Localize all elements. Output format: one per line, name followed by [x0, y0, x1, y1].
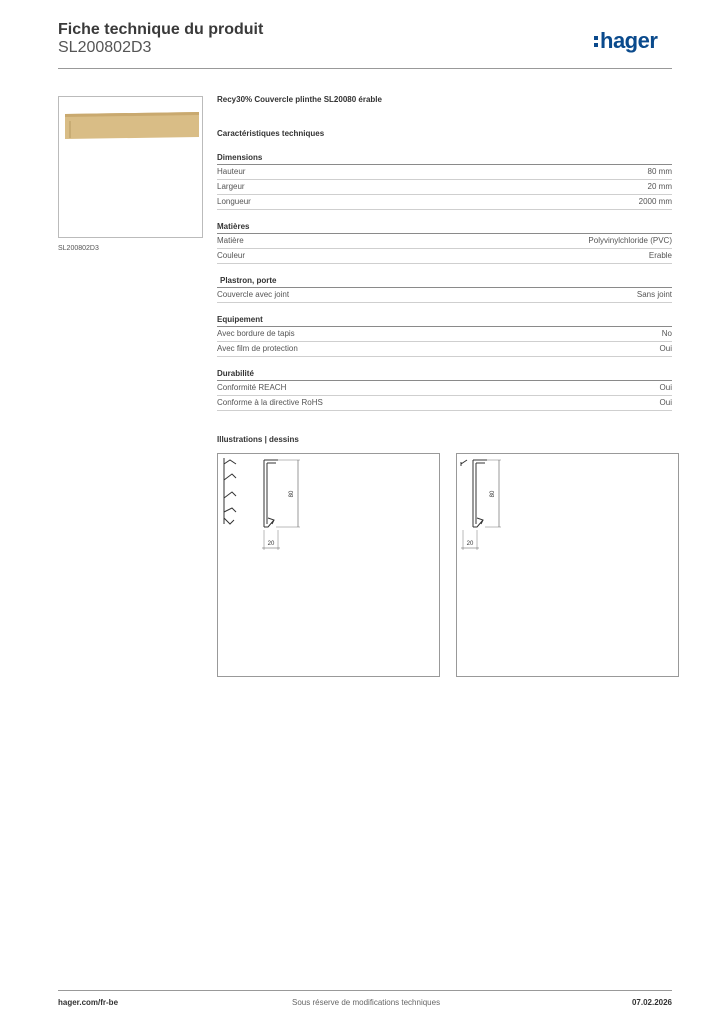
spec-value: Sans joint [636, 290, 672, 299]
spec-groups [217, 153, 672, 411]
spec-label: Conforme à la directive RoHS [217, 398, 323, 407]
product-reference: SL200802D3 [58, 39, 152, 56]
spec-row [217, 165, 672, 180]
specs-title: Caractéristiques techniques [217, 129, 325, 138]
logo-text: hager [600, 28, 658, 53]
spec-label: Matière [217, 236, 244, 245]
width-dimension-label-2: 20 [466, 541, 474, 547]
spec-group [217, 153, 672, 210]
footer-website-link[interactable]: hager.com/fr-be [58, 998, 119, 1007]
hager-logo [594, 28, 657, 54]
spec-row [217, 327, 672, 342]
spec-row [217, 396, 672, 411]
width-dimension-label: 20 [267, 541, 275, 547]
spec-label: Longueur [217, 197, 251, 206]
spec-label: Conformité REACH [217, 383, 287, 392]
spec-group-title: Matières [217, 222, 672, 234]
spec-group-title: Plastron, porte [217, 276, 672, 288]
spec-group-title: Equipement [217, 315, 672, 327]
image-caption: SL200802D3 [58, 245, 99, 252]
header-divider [58, 68, 672, 69]
spec-group [217, 315, 672, 357]
spec-value: Polyvinylchloride (PVC) [588, 236, 672, 245]
spec-label: Couleur [217, 251, 246, 260]
spec-value: Oui [659, 383, 672, 392]
footer-date: 07.02.2026 [631, 998, 672, 1007]
product-image [58, 96, 203, 238]
spec-content [217, 95, 672, 411]
spec-value: Oui [659, 344, 672, 353]
spec-row [217, 249, 672, 264]
spec-label: Avec bordure de tapis [217, 329, 295, 338]
spec-group-title: Dimensions [217, 153, 672, 165]
spec-value: Oui [659, 398, 672, 407]
spec-label: Couvercle avec joint [217, 290, 290, 299]
spec-label: Largeur [217, 182, 245, 191]
product-name: Recy30% Couvercle plinthe SL20080 érable [217, 95, 382, 104]
spec-value: 2000 mm [638, 197, 672, 206]
spec-row [217, 342, 672, 357]
spec-row [217, 288, 672, 303]
drawing-profile-1 [217, 453, 440, 677]
spec-row [217, 180, 672, 195]
spec-group [217, 276, 672, 303]
illustrations-title: Illustrations | dessins [217, 435, 299, 444]
spec-group [217, 369, 672, 411]
spec-row [217, 195, 672, 210]
spec-label: Avec film de protection [217, 344, 298, 353]
spec-group [217, 222, 672, 264]
height-dimension-label-2: 80 [490, 490, 496, 498]
height-dimension-label: 80 [289, 490, 295, 498]
spec-value: Erable [648, 251, 672, 260]
spec-group-title: Durabilité [217, 369, 672, 381]
page-title: Fiche technique du produit [58, 21, 264, 38]
spec-row [217, 381, 672, 396]
spec-label: Hauteur [217, 167, 246, 176]
spec-value: No [661, 329, 672, 338]
spec-value: 20 mm [647, 182, 672, 191]
logo-dots-icon [594, 32, 599, 48]
footer-divider [58, 990, 672, 991]
spec-value: 80 mm [647, 167, 672, 176]
drawing-profile-2 [456, 453, 679, 677]
spec-row [217, 234, 672, 249]
footer-notice: Sous réserve de modifications techniques [292, 998, 441, 1007]
